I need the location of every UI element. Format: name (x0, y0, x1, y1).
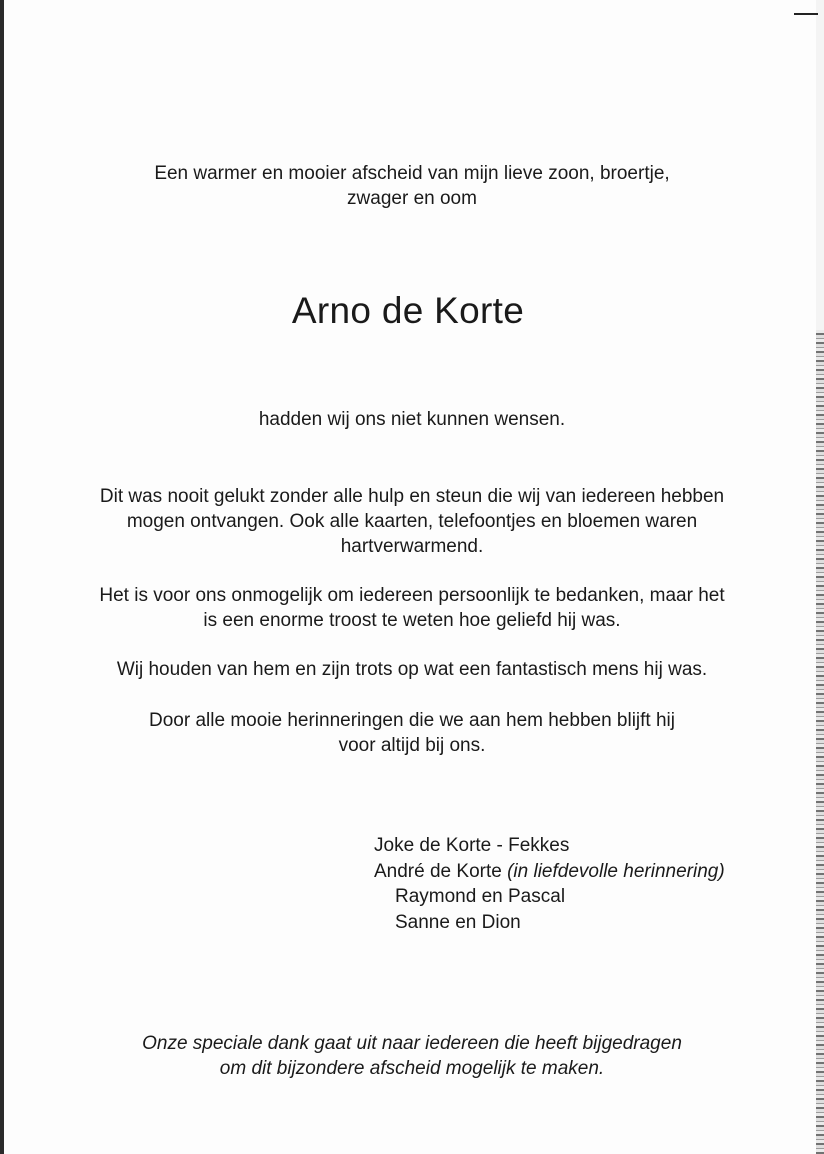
signer-name: André de Korte (374, 860, 502, 882)
signer-line-4: Sanne en Dion (395, 911, 521, 933)
paragraph-line: Wij houden van hem en zijn trots op wat een fantastisch mens hij was. (116, 659, 708, 680)
intro-line-2: zwager en oom (347, 188, 477, 209)
paragraph-line: Dit was nooit gelukt zonder alle hulp en steun die wij van iedereen hebben (99, 486, 725, 507)
paragraph-line: voor altijd bij ons. (338, 735, 486, 756)
paragraph-1 (0, 484, 824, 559)
paragraph-line: is een enorme troost te weten hoe geliefd hij was. (203, 610, 621, 631)
memorial-note: (in liefdevolle herinnering) (507, 860, 725, 882)
deceased-name: Arno de Korte (291, 290, 525, 331)
signer-line-3: Raymond en Pascal (395, 886, 566, 907)
thanks-line-1: Onze speciale dank gaat uit naar iedereen die heeft bijgedragen (142, 1033, 682, 1054)
signer-line-2 (374, 859, 725, 885)
paragraph-4 (0, 708, 824, 758)
paragraph-line: hartverwarmend. (340, 536, 484, 557)
paragraph-line: mogen ontvangen. Ook alle kaarten, telefoontjes en bloemen waren (126, 511, 698, 532)
intro-line-1: Een warmer en mooier afscheid van mijn lieve zoon, broertje, (154, 163, 670, 184)
thanks-line-2: om dit bijzondere afscheid mogelijk te maken. (219, 1058, 605, 1079)
wish-line: hadden wij ons niet kunnen wensen. (258, 409, 566, 430)
signers-list (374, 833, 725, 935)
signer-line-1: Joke de Korte - Fekkes (374, 835, 570, 856)
paragraph-line: Door alle mooie herinneringen die we aan hem hebben blijft hij (149, 710, 675, 731)
scan-corner-mark (794, 13, 818, 15)
intro-text (0, 161, 824, 211)
paragraph-3 (0, 657, 824, 682)
thanks-text (0, 1031, 824, 1081)
paragraph-line: Het is voor ons onmogelijk om iedereen persoonlijk te bedanken, maar het (99, 585, 725, 606)
paragraph-2 (0, 583, 824, 633)
wish-text (0, 407, 824, 432)
